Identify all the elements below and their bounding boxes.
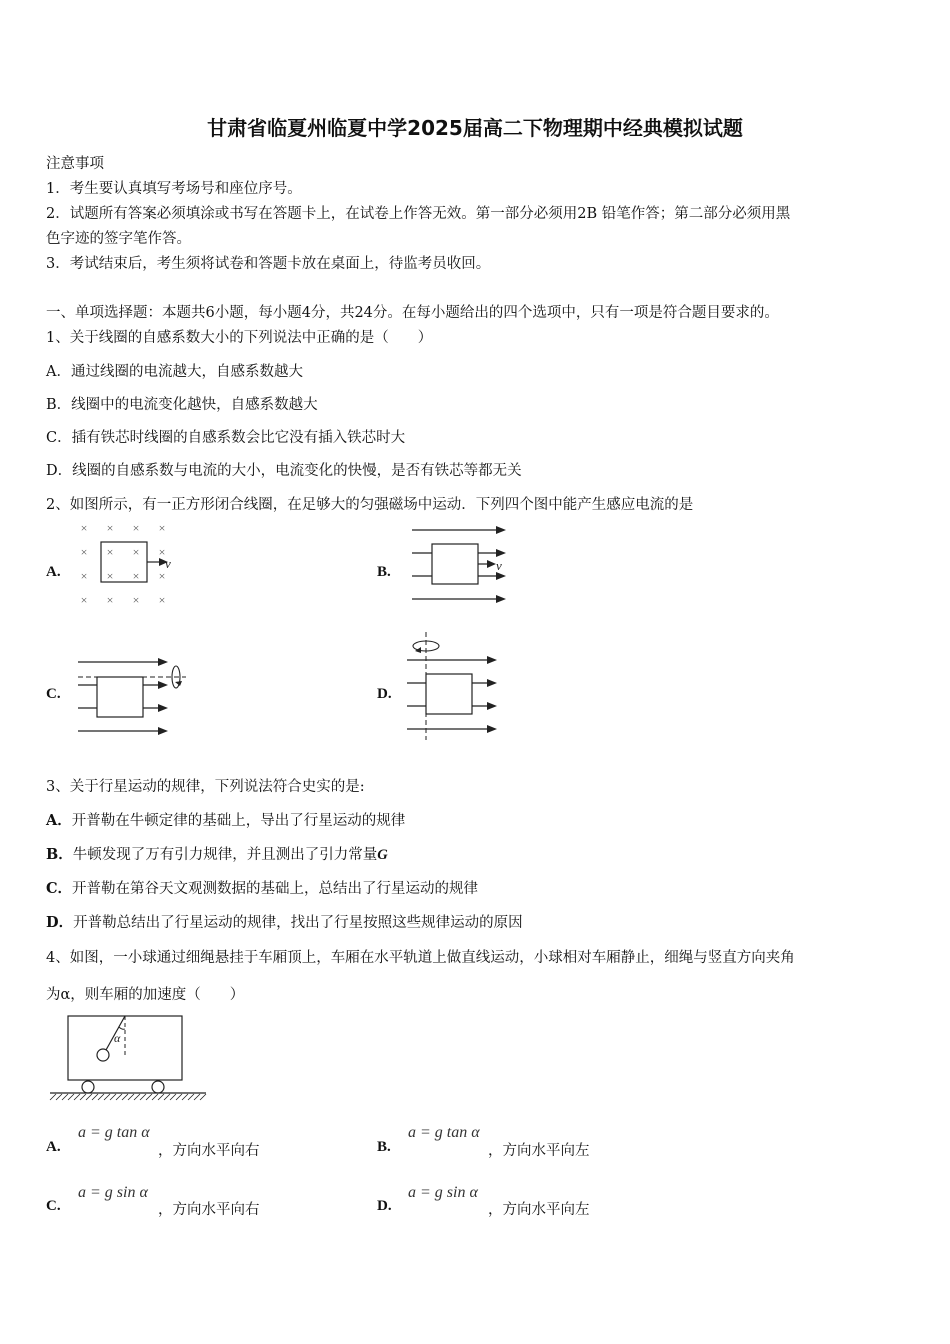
- option-text: 开普勒在牛顿定律的基础上，导出了行星运动的规律: [71, 813, 406, 829]
- svg-text:×: ×: [158, 521, 166, 535]
- question-4-option-a-label[interactable]: A.: [46, 1139, 61, 1155]
- svg-text:×: ×: [158, 545, 166, 559]
- question-1-option-b[interactable]: B．线圈中的电流变化越快，自感系数越大: [46, 397, 318, 413]
- svg-text:×: ×: [80, 569, 88, 583]
- question-2-option-b-label[interactable]: B.: [377, 564, 391, 580]
- section-heading: 一、单项选择题：本题共6小题，每小题4分，共24分。在每小题给出的四个选项中，只有一项是符合题目要求的。: [46, 305, 779, 321]
- question-4-option-b-formula: a = g tan α: [408, 1124, 480, 1141]
- figure-2c-loop-rotating-horizontal-axis: [76, 652, 191, 742]
- notice-heading: 注意事项: [46, 156, 104, 172]
- option-letter: C．: [46, 880, 73, 897]
- question-3-option-a[interactable]: [46, 809, 405, 830]
- question-3-option-c[interactable]: [46, 877, 478, 898]
- question-4-option-d-formula: a = g sin α: [408, 1184, 478, 1201]
- velocity-label: v: [496, 558, 502, 573]
- page-title: 甘肃省临夏州临夏中学2025届高二下物理期中经典模拟试题: [207, 116, 743, 140]
- option-letter: D．: [46, 914, 74, 931]
- figure-2b-loop-parallel-field: [410, 520, 510, 610]
- svg-text:×: ×: [132, 521, 140, 535]
- svg-text:×: ×: [80, 593, 88, 607]
- question-4-option-b-label[interactable]: B.: [377, 1139, 391, 1155]
- notice-item: 2．试题所有答案必须填涂或书写在答题卡上，在试卷上作答无效。第一部分必须用2B 铅笔作答；第二部分必须用黑: [46, 206, 791, 222]
- svg-text:×: ×: [106, 569, 114, 583]
- svg-text:×: ×: [80, 545, 88, 559]
- question-2-option-c-label[interactable]: C.: [46, 686, 61, 702]
- gravitational-constant-symbol: G: [377, 847, 388, 863]
- velocity-label: v: [165, 556, 171, 571]
- question-1-stem: 1、关于线圈的自感系数大小的下列说法中正确的是（ ）: [46, 330, 433, 346]
- question-4-stem-line2: 为α，则车厢的加速度（ ）: [46, 987, 245, 1003]
- question-4-option-d-label[interactable]: D.: [377, 1198, 392, 1214]
- question-4-option-c-formula: a = g sin α: [78, 1184, 148, 1201]
- notice-item: 色字迹的签字笔作答。: [46, 231, 191, 247]
- question-4-option-b-text: ，方向水平向左: [488, 1143, 590, 1159]
- svg-text:×: ×: [80, 521, 88, 535]
- figure-2a-moving-loop-in-field: [74, 520, 184, 608]
- question-4-option-a-formula: a = g tan α: [78, 1124, 150, 1141]
- question-4-option-a-text: ，方向水平向右: [158, 1143, 260, 1159]
- svg-text:×: ×: [106, 521, 114, 535]
- question-1-option-d[interactable]: D．线圈的自感系数与电流的大小，电流变化的快慢，是否有铁芯等都无关: [46, 463, 522, 479]
- svg-text:×: ×: [132, 569, 140, 583]
- notice-item: 3．考试结束后，考生须将试卷和答题卡放在桌面上，待监考员收回。: [46, 256, 491, 272]
- svg-text:×: ×: [132, 593, 140, 607]
- option-text: 开普勒在第谷天文观测数据的基础上，总结出了行星运动的规律: [72, 881, 479, 897]
- question-4-option-d-text: ，方向水平向左: [488, 1202, 590, 1218]
- svg-text:×: ×: [158, 569, 166, 583]
- question-4-stem-line1: 4、如图，一小球通过细绳悬挂于车厢顶上，车厢在水平轨道上做直线运动，小球相对车厢静止，细绳与竖直方向夹角: [46, 950, 795, 966]
- angle-label: α: [114, 1031, 121, 1045]
- question-2-stem: 2、如图所示，有一正方形闭合线圈，在足够大的匀强磁场中运动．下列四个图中能产生感应电流的是: [46, 497, 694, 513]
- svg-text:×: ×: [106, 545, 114, 559]
- figure-4-pendulum-in-carriage: [48, 1014, 210, 1104]
- question-2-option-a-label[interactable]: A.: [46, 564, 61, 580]
- notice-item: 1．考生要认真填写考场号和座位序号。: [46, 181, 302, 197]
- question-4-option-c-label[interactable]: C.: [46, 1198, 61, 1214]
- figure-2d-loop-rotating-vertical-axis: [405, 632, 505, 742]
- question-4-option-c-text: ，方向水平向右: [158, 1202, 260, 1218]
- option-text: 开普勒总结出了行星运动的规律，找出了行星按照这些规律运动的原因: [73, 915, 523, 931]
- question-1-option-a[interactable]: A．通过线圈的电流越大，自感系数越大: [46, 364, 303, 380]
- question-2-option-d-label[interactable]: D.: [377, 686, 392, 702]
- svg-text:×: ×: [106, 593, 114, 607]
- question-3-stem: 3、关于行星运动的规律，下列说法符合史实的是:: [46, 779, 365, 795]
- question-3-option-b[interactable]: [46, 843, 388, 864]
- option-letter: A．: [46, 812, 72, 829]
- option-letter: B．: [46, 846, 73, 863]
- svg-text:×: ×: [132, 545, 140, 559]
- question-1-option-c[interactable]: C．插有铁芯时线圈的自感系数会比它没有插入铁芯时大: [46, 430, 406, 446]
- svg-text:×: ×: [158, 593, 166, 607]
- option-text: 牛顿发现了万有引力规律，并且测出了引力常量: [72, 847, 378, 863]
- question-3-option-d[interactable]: [46, 911, 523, 932]
